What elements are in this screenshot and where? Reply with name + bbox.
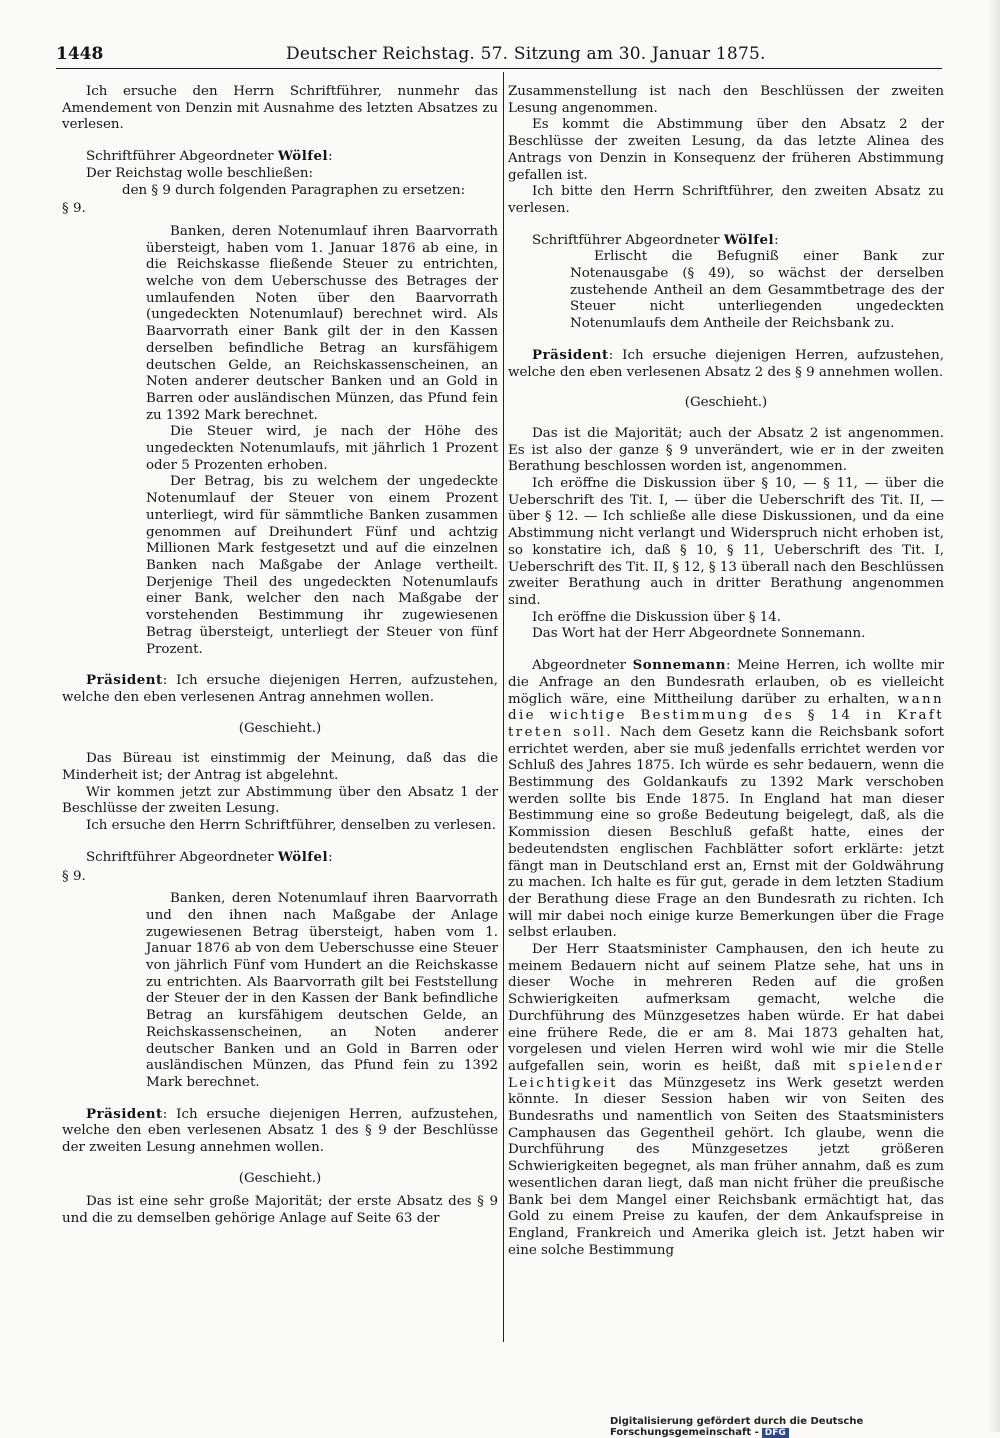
paragraph: Der Reichstag wolle beschließen: [86,165,314,181]
paragraph: Es kommt die Abstimmung über den Absatz 2 der Beschlüsse der zweiten Lesung, da das letzte Alinea des Antrags von Denzin in Konsequenz der früheren Abstimmung gefallen ist. [508,117,944,183]
president-line [62,1106,498,1157]
speaker-role: Abgeordneter [532,658,627,674]
page-header [56,40,936,68]
quoted-text: Banken, deren Notenumlauf ihren Baarvorrath und den ihnen nach Maßgabe der Anlage zugewiesenen Betrag übersteigt, haben vom 1. Januar 1876 ab von dem Ueberschusse eine Steuer von jährlich Fünf vom Hundert an die Reichskasse zu entrichten. Als Baarvorrath gilt bei Feststellung der Steuer der in den Kassen der Bank befindliche Betrag an kursfähigem deutschen Gelde, an Reichskassenscheinen, an Noten anderer deutscher Banken und an Gold in Barren oder ausländischen Münzen, das Pfund fein zu 1392 Mark berechnet. [146,891,498,1090]
stage-direction: (Geschieht.) [238,720,322,736]
left-column [62,84,498,1348]
speaker-name: Sonnemann [632,657,726,674]
emphasized-text: wann die wichtige Bestimmung des § 14 in Kraft treten soll. [508,691,944,740]
emphasized-text: spielender Leichtigkeit [508,1058,944,1091]
speaker-line: Schriftführer Abgeordneter Wölfel: [86,848,333,865]
paragraph: Das ist die Majorität; auch der Absatz 2 ist angenommen. Es ist also der ganze § 9 unverändert, wie er in der zweiten Berathung beschlossen worden ist, angenommen. [508,425,944,475]
speech-paragraph [508,942,944,1259]
paragraph: Das Wort hat der Herr Abgeordnete Sonnemann. [532,626,866,642]
dfg-logo: DFG [762,1428,789,1438]
page-number: 1448 [56,44,104,64]
paragraph: den § 9 durch folgenden Paragraphen zu ersetzen: [122,182,466,198]
paragraph: Ich bitte den Herrn Schriftführer, den zweiten Absatz zu verlesen. [508,184,944,216]
section-heading: § 9. [62,868,86,884]
president-line [508,347,944,381]
quoted-text: Erlischt die Befugniß einer Bank zur Notenausgabe (§ 49), so wächst der derselben zustehende Antheil an dem Gesammtbetrage des der Steuer nicht unterliegenden ungedeckten Notenumlaufs dem Antheile der Reichsbank zu. [570,249,944,332]
quoted-text: Der Betrag, bis zu welchem der ungedeckte Notenumlauf der Steuer von einem Prozent unterliegt, wird für sämmtliche Banken zusammen genommen auf Dreihundert Fünf und achtzig Millionen Mark festgesetzt und auf die einzelnen Banken nach Maßgabe der Anlage vertheilt. Derjenige Theil des ungedeckten Notenumlaufs einer Bank, welcher den nach Maßgabe der vorstehenden Bestimmung ihr zugewiesenen Betrag übersteigt, unterliegt der Steuer von fünf Prozent. [146,474,498,657]
speaker-line: Schriftführer Abgeordneter Wölfel: [532,231,779,248]
paragraph: Ich eröffne die Diskussion über § 14. [532,609,782,625]
paragraph: Das ist eine sehr große Majorität; der erste Absatz des § 9 und die zu demselben gehörige Anlage auf Seite 63 der [62,1194,498,1227]
paragraph: Wir kommen jetzt zur Abstimmung über den Absatz 1 der Beschlüsse der zweiten Lesung. [62,784,498,817]
speech-text: : Ich ersuche diejenigen Herren, aufzustehen, welche den eben verlesenen Absatz 1 des § 9 der Beschlüsse der zweiten Lesung annehmen wollen. [62,1106,498,1156]
speaker-name: Präsident [86,1105,163,1122]
quoted-text: Die Steuer wird, je nach der Höhe des ungedeckten Notenumlaufs, mit jährlich 1 Prozent oder 5 Prozenten erhoben. [146,424,498,473]
scan-edge-shadow [986,0,1000,1432]
section-heading: § 9. [62,201,86,217]
speech-text: : Ich ersuche diejenigen Herren, aufzustehen, welche den eben verlesenen Antrag annehmen wollen. [62,673,498,705]
quoted-text: Banken, deren Notenumlauf ihren Baarvorrath übersteigt, haben vom 1. Januar 1876 ab eine, in die Reichskasse fließende Steuer zu entrichten, welche von dem Ueberschusse des Betrages der umlaufenden Noten über den Baarvorrath (ungedeckten Notenumlauf) berechnet wird. Als Baarvorrath einer Bank gilt der in den Kassen derselben befindliche Betrag an kursfähigem deutschen Gelde, an Reichskassenscheinen, an Noten anderer deutscher Banken und an Gold in Barren oder ausländischen Münzen, das Pfund fein zu 1392 Mark berechnet. [146,223,498,423]
speaker-name: Wölfel [723,231,775,248]
paragraph: Ich eröffne die Diskussion über § 10, — § 11, — über die Ueberschrift des Tit. I, — über die Ueberschrift des Tit. II, — über § 12. — Ich schließe alle diese Diskussionen, und da eine Abstimmung nicht verlangt und Widerspruch nicht erhoben ist, so konstatire ich, daß § 10, § 11, Ueberschrift des Tit. I, Ueberschrift des Tit. II, § 12, § 13 überall nach den Beschlüssen zweiter Berathung auch in dritter Berathung angenommen sind. [508,476,944,608]
speaker-role: Schriftführer Abgeordneter [86,849,274,865]
footer-credit [610,1416,990,1438]
speaker-name: Wölfel [277,848,329,865]
stage-direction: (Geschieht.) [238,1170,322,1186]
speech-paragraph [508,657,944,942]
speaker-role: Schriftführer Abgeordneter [86,149,274,165]
paragraph: Ich ersuche den Herrn Schriftführer, denselben zu verlesen. [86,818,497,834]
right-column [508,84,944,1348]
paragraph: Das Büreau ist einstimmig der Meinung, daß das die Minderheit ist; der Antrag ist abgelehnt. [62,751,498,784]
header-rule [56,68,942,69]
speech-text: : Meine Herren, ich wollte mir die Anfrage an den Bundesrath erlauben, ob es vielleicht möglich wäre, eine Mittheilung darüber zu erhalten, [508,658,944,707]
speaker-name: Wölfel [277,148,329,165]
footer-text: Digitalisierung gefördert durch die Deutsche Forschungsgemeinschaft - [610,1416,864,1438]
paragraph: Ich ersuche den Herrn Schriftführer, nunmehr das Amendement von Denzin mit Ausnahme des letzten Absatzes zu verlesen. [62,84,498,133]
paragraph: Zusammenstellung ist nach den Beschlüssen der zweiten Lesung angenommen. [508,84,944,116]
speech-text: : Ich ersuche diejenigen Herren, aufzustehen, welche den eben verlesenen Absatz 2 des § 9 annehmen wollen. [508,347,944,380]
president-line [62,672,498,706]
speech-text: Nach dem Gesetz kann die Reichsbank sofort errichtet werden, aber sie muß jedenfalls errichtet werden vor Schluß des Jahres 1875. Ich würde es sehr bedauern, wenn die Bestimmung des Goldankaufs zu 1392 Mark verschoben werden sollte bis Ende 1875. In England hat man dieser Bestimmung eine so große Bedeutung beigelegt, daß, als die Kommission diesen Beschluß gefaßt hatte, eines der bedeutendsten englischen Fachblätter sofort erklärte: jetzt fängt man in Deutschland erst an, Ernst mit der Goldwährung zu machen. Ich halte es für gut, gerade in dem letzten Stadium der Berathung diese Frage an den Bundesrath zu richten. Ich will mir dabei noch einige kurze Bemerkungen über die Frage selbst erlauben. [508,724,944,941]
speech-text: das Münzgesetz ins Werk gesetzt werden könnte. In dieser Session haben wir von Seiten des Bundesraths und namentlich von Seiten des Staatsministers Camphausen das Gegentheil gehört. Ich glaube, wenn die Durchführung des Münzgesetzes jetzt größeren Schwierigkeiten begegnet, als man früher annahm, daß es zum wesentlichen daran liegt, daß man nicht früher die preußische Bank bei dem Mangel einer Reichsbank ermächtigt hat, das Gold zu einem Preise zu kaufen, der dem Ankaufspreise in England, Frankreich und Amerika gleich ist. Jetzt haben wir eine solche Bestimmung [508,1075,944,1258]
speaker-line: Schriftführer Abgeordneter Wölfel: [86,148,333,165]
running-head: Deutscher Reichstag. 57. Sitzung am 30. Januar 1875. [286,44,766,64]
column-divider [503,72,504,1342]
speaker-name: Präsident [86,672,163,689]
speaker-name: Präsident [532,346,609,363]
speech-text: Der Herr Staatsminister Camphausen, den ich heute zu meinem Bedauern nicht auf seinem Platze sehe, hat uns in dieser Woche in mehreren Reden auf die großen Schwierigkeiten aufmerksam gemacht, welche die Durchführung des Münzgesetzes haben würde. Er hat dabei eine frühere Rede, die er am 8. Mai 1873 gehalten hat, vorgelesen und vielen Herren wird wohl wie mir die Stelle aufgefallen sein, worin es heißt, daß mit [508,942,944,1074]
speaker-role: Schriftführer Abgeordneter [532,232,720,248]
stage-direction: (Geschieht.) [684,395,768,411]
